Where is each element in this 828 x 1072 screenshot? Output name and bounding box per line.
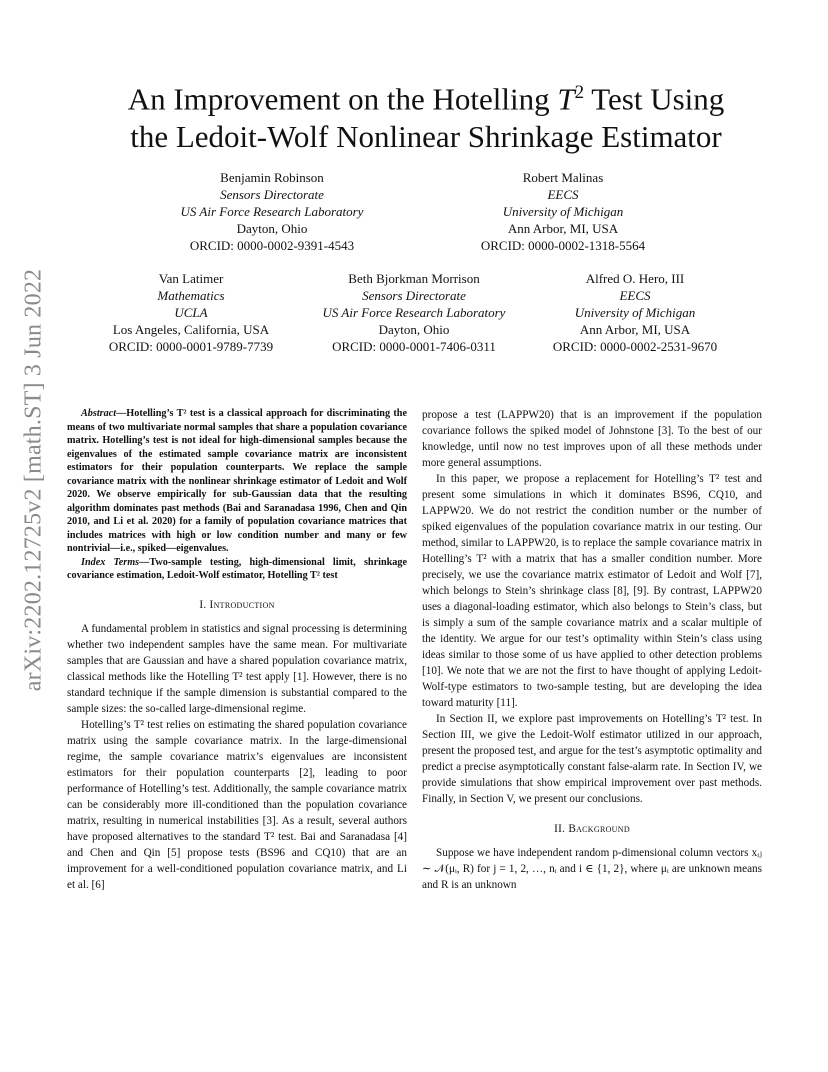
author-organization: US Air Force Research Laboratory xyxy=(180,204,364,219)
author-orcid: ORCID: 0000-0001-9789-7739 xyxy=(108,339,274,354)
abstract xyxy=(67,407,407,556)
author-block-5 xyxy=(505,270,765,355)
paragraph: A fundamental problem in statistics and signal processing is determining whether two independent samples have the same mean. For multivariate samples that are Gaussian and have a shared population covariance matrix, classical methods like the Hotelling T² test apply [1]. However, there is no standard technique if the sample dimension is substantial compared to the sample sizes: the so-called large-dimensional regime. xyxy=(67,622,407,715)
index-terms-text: Two-sample testing, high-dimensional limit, shrinkage covariance estimation, Ledoit-Wolf estimator, Hotelling T² test xyxy=(67,556,407,581)
paragraph: propose a test (LAPPW20) that is an improvement if the population covariance follows the spiked model of Johnstone [3]. To the best of our knowledge, until now no test improves upon of all these methods under more general assumptions. xyxy=(422,409,762,469)
index-terms xyxy=(67,556,407,583)
author-name: Van Latimer xyxy=(158,271,224,286)
paragraph: In Section II, we explore past improvements on Hotelling’s T² test. In Section III, we give the Ledoit-Wolf estimator utilized in our approach, present the proposed test, and argue for the test’s asymptotic optimality and predict a precise asymptotically constant false-alarm rate. In Section IV, we provide simulations that show empirical improvement over past methods. Finally, in Section V, we present our conclusions. xyxy=(422,713,762,805)
author-block-1 xyxy=(142,169,402,254)
author-orcid: ORCID: 0000-0002-9391-4543 xyxy=(189,238,355,253)
left-column xyxy=(67,407,407,893)
author-department: EECS xyxy=(547,187,579,202)
author-department: EECS xyxy=(619,288,651,303)
author-location: Dayton, Ohio xyxy=(236,221,308,236)
paper-title xyxy=(64,74,788,156)
title-superscript: 2 xyxy=(574,82,585,103)
author-block-3 xyxy=(61,270,321,355)
section-heading-introduction: I. Introduction xyxy=(199,598,275,611)
abstract-label: Abstract— xyxy=(81,408,127,419)
abstract-text: Hotelling’s T² test is a classical approach for discriminating the means of two multivariate normal samples that share a population covariance matrix. Hotelling’s test is not ideal for high-dimensional samples because the eigenvalues of the estimated sample covariance matrix are inconsistent estimators for their population counterparts. We replace the sample covariance matrix with the nonlinear shrinkage estimator of Ledoit and Wolf 2020. We observe empirically for sub-Gaussian data that the resulting algorithm dominates past methods (Bai and Saranadasa 1996, Chen and Qin 2010, and Li et al. 2020) for a family of population covariance matrices that includes matrices with high or low condition number and many or few nontrivial—i.e., spiked—eigenvalues. xyxy=(67,408,407,554)
index-terms-label: Index Terms— xyxy=(81,556,150,568)
author-organization: UCLA xyxy=(174,305,208,320)
arxiv-identifier-text: arXiv:2202.12725v2 [math.ST] 3 Jun 2022 xyxy=(20,268,47,692)
title-math-symbol: T xyxy=(557,81,575,117)
title-line2: the Ledoit-Wolf Nonlinear Shrinkage Estimator xyxy=(130,119,722,155)
author-department: Sensors Directorate xyxy=(362,288,466,303)
right-column xyxy=(422,407,762,893)
author-department: Sensors Directorate xyxy=(220,187,324,202)
author-location: Ann Arbor, MI, USA xyxy=(507,221,619,236)
title-line1-prefix: An Improvement on the Hotelling xyxy=(127,81,558,117)
author-department: Mathematics xyxy=(157,288,225,303)
author-orcid: ORCID: 0000-0002-1318-5564 xyxy=(480,238,646,253)
title-line1-suffix: Test Using xyxy=(584,81,725,117)
author-organization: US Air Force Research Laboratory xyxy=(322,305,506,320)
author-name: Beth Bjorkman Morrison xyxy=(348,271,480,286)
author-name: Benjamin Robinson xyxy=(220,170,324,185)
paragraph: In this paper, we propose a replacement for Hotelling’s T² test and present some simulations in which it dominates BS96, CQ10, and LAPPW20. We do not restrict the condition number or the number of spiked eigenvalues of the population covariance matrix in our testing. Our method, similar to LAPPW20, is to replace the sample covariance matrix in Hotelling’s T² with a matrix that has a smaller condition number. More precisely, we use the covariance matrix estimator of Ledoit and Wolf [7], which belongs to Stein’s shrinkage class [8], [9]. By contrast, LAPPW20 uses a diagonal-loading estimator, which also belongs to Stein’s class, but is simply a sum of the sample covariance matrix and a scalar multiple of the identity. We argue for our test’s optimality within Stein’s class using ideas similar to those some of us have applied to other detection problems [10]. We note that we are not the first to have thought of applying Ledoit-Wolf-type estimators to two-sample testing, but are developing the idea toward maturity [11]. xyxy=(422,473,762,709)
author-organization: University of Michigan xyxy=(574,305,696,320)
author-location: Ann Arbor, MI, USA xyxy=(579,322,691,337)
author-location: Dayton, Ohio xyxy=(378,322,450,337)
author-organization: University of Michigan xyxy=(502,204,624,219)
paragraph: Hotelling’s T² test relies on estimating the shared population covariance matrix using the sample covariance matrix. In the large-dimensional regime, the sample covariance matrix’s eigenvalues are inconsistent estimators for their population counterparts [2], leading to poor performance of Hotelling’s test. Additionally, the sample covariance matrix can be considerably more ill-conditioned than the population covariance matrix, resulting in numerical instabilities [3]. As a result, several authors have proposed alternatives to the standard T² test. Bai and Saranadasa [4] and Chen and Qin [5] propose tests (BS96 and CQ10) that are an improvement for a well-conditioned population covariance matrix, and Li et al. [6] xyxy=(67,718,407,891)
section-heading-background: II. Background xyxy=(554,823,630,835)
author-location: Los Angeles, California, USA xyxy=(112,322,270,337)
author-orcid: ORCID: 0000-0001-7406-0311 xyxy=(332,339,496,354)
author-name: Robert Malinas xyxy=(522,170,604,185)
paragraph: Suppose we have independent random p-dimensional column vectors xᵢⱼ ∼ 𝒩(μᵢ, R) for j = 1, 2, …, nᵢ and i ∈ {1, 2}, where μᵢ are unknown means and R is an unknown xyxy=(422,847,762,891)
author-orcid: ORCID: 0000-0002-2531-9670 xyxy=(552,339,718,354)
arxiv-identifier xyxy=(14,268,54,692)
author-name: Alfred O. Hero, III xyxy=(585,271,685,286)
author-block-2 xyxy=(433,169,693,254)
